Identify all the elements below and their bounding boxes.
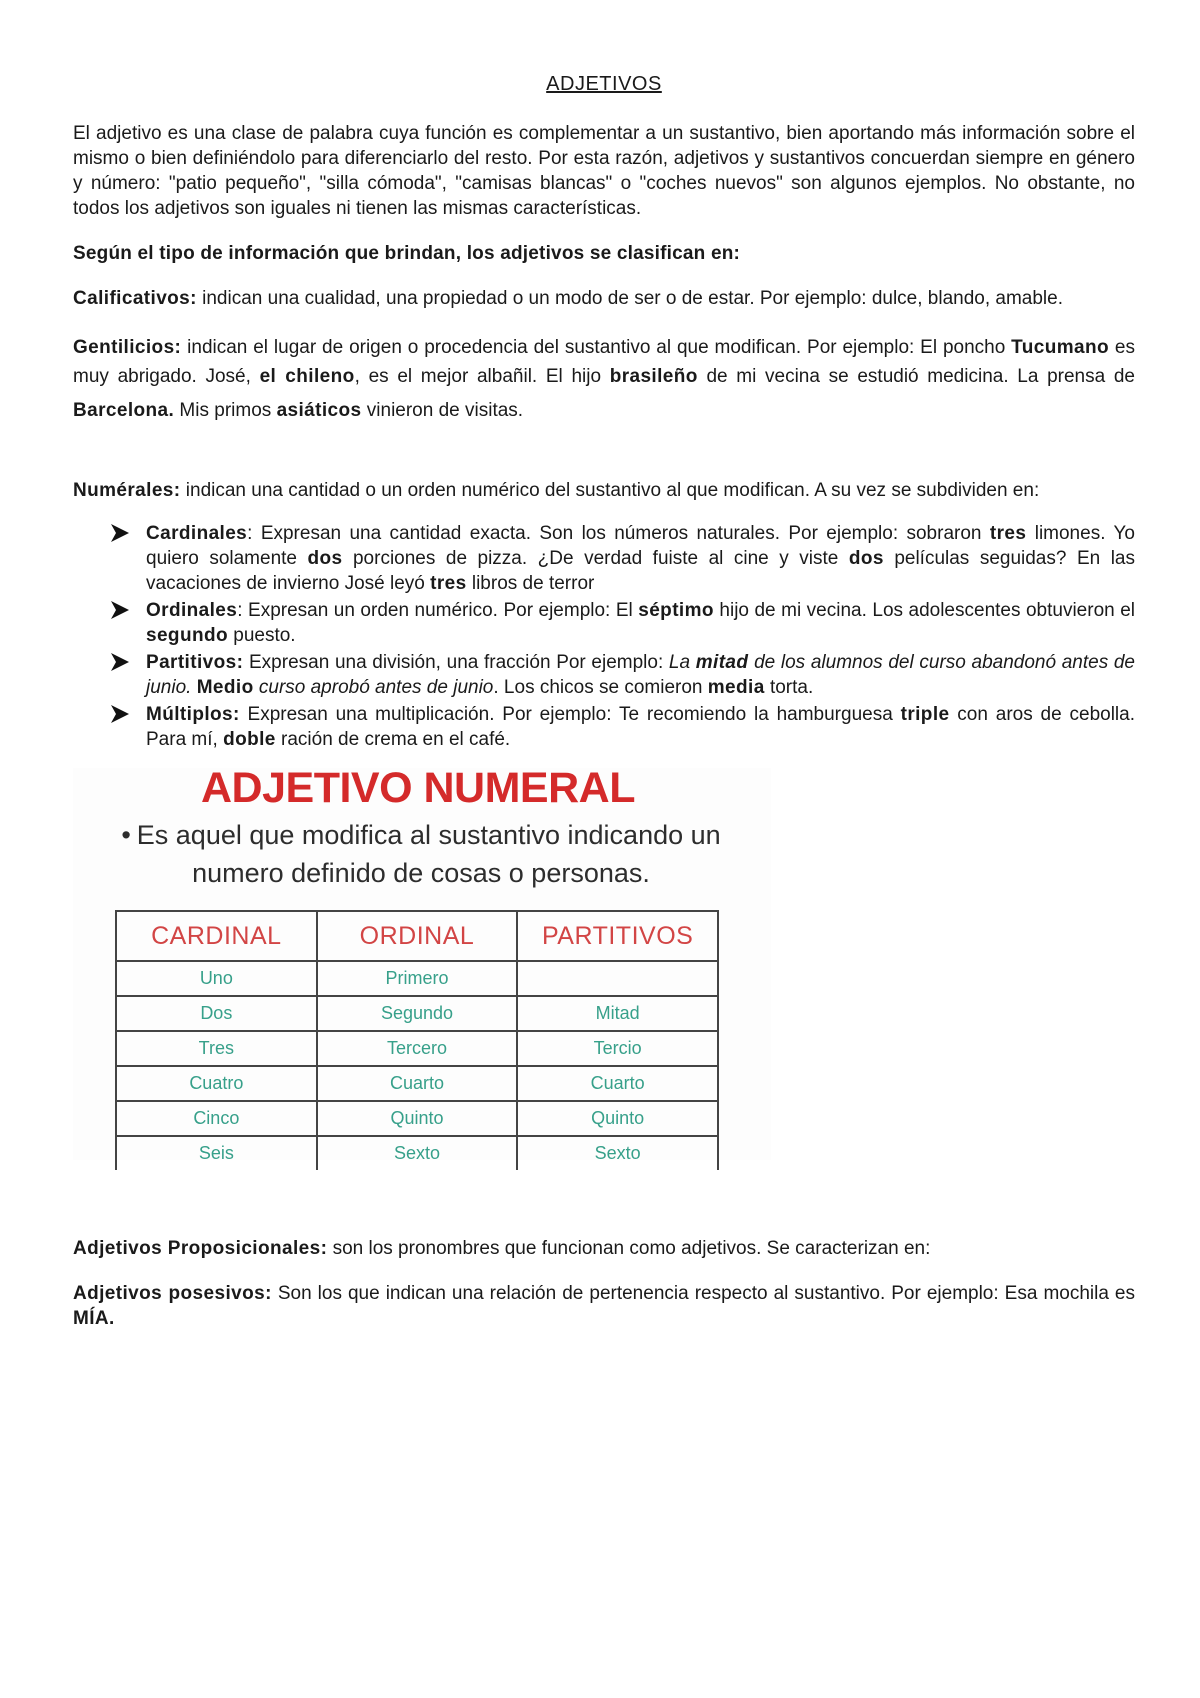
partitivos-example: mitad — [695, 652, 749, 673]
posesivos-text: Son los que indican una relación de pertenencia respecto al sustantivo. Por ejemplo: Esa mochila es — [271, 1283, 1136, 1304]
proposicionales-paragraph — [73, 1236, 1135, 1261]
table-row — [116, 996, 718, 1031]
numerales-list — [73, 521, 1135, 752]
gentilicios-text: de mi vecina se estudió medicina. La prensa de — [697, 366, 1136, 387]
multiplos-term: Múltiplos: — [146, 704, 240, 725]
table-row — [116, 1066, 718, 1101]
proposicionales-text: son los pronombres que funcionan como adjetivos. Se caracterizan en: — [327, 1238, 931, 1259]
ordinales-text: hijo de mi vecina. Los adolescentes obtuvieron el — [713, 600, 1135, 621]
table-cell: Segundo — [317, 996, 518, 1031]
cardinales-text: : Expresan una cantidad exacta. Son los números naturales. Por ejemplo: sobraron — [247, 523, 990, 544]
ordinales-example: segundo — [146, 625, 228, 646]
posesivos-paragraph — [73, 1281, 1135, 1331]
numeral-table — [115, 910, 719, 1170]
partitivos-example: media — [707, 677, 765, 698]
calificativos-paragraph — [73, 286, 1135, 311]
multiplos-text: ración de crema en el café. — [275, 729, 511, 750]
list-item-ordinales — [146, 598, 1135, 648]
table-row — [116, 961, 718, 996]
table-cell: Cuatro — [116, 1066, 317, 1101]
ordinales-text: puesto. — [227, 625, 296, 646]
table-header-partitivos: PARTITIVOS — [517, 911, 718, 961]
partitivos-text: torta. — [764, 677, 814, 698]
multiplos-text: Expresan una multiplicación. Por ejemplo: Te recomiendo la hamburguesa — [239, 704, 901, 725]
calificativos-text: indican una cualidad, una propiedad o un modo de ser o de estar. Por ejemplo: dulce, blando, amable. — [196, 288, 1064, 309]
cardinales-text: porciones de pizza. ¿De verdad fuiste al cine y viste — [342, 548, 849, 569]
table-cell: Mitad — [517, 996, 718, 1031]
multiplos-example: triple — [900, 704, 950, 725]
gentilicios-term: Gentilicios: — [73, 337, 182, 358]
cardinales-example: dos — [307, 548, 343, 569]
calificativos-term: Calificativos: — [73, 288, 197, 309]
gentilicios-example: Tucumano — [1011, 337, 1110, 358]
table-cell: Sexto — [317, 1136, 518, 1170]
table-cell: Dos — [116, 996, 317, 1031]
gentilicios-text: vinieron de visitas. — [361, 400, 524, 421]
table-cell: Primero — [317, 961, 518, 996]
arrow-bullet-icon — [109, 523, 131, 543]
numerales-paragraph — [73, 478, 1135, 503]
partitivos-italic: curso aprobó antes de junio — [253, 677, 494, 698]
gentilicios-example: asiáticos — [276, 400, 362, 421]
table-cell: Uno — [116, 961, 317, 996]
cardinales-text: películas seguidas? En las vacaciones de invierno José leyó — [146, 548, 1135, 594]
arrow-bullet-icon — [109, 600, 131, 620]
proposicionales-term: Adjetivos Proposicionales: — [73, 1238, 328, 1259]
gentilicios-example: el chileno — [259, 366, 355, 387]
table-header-ordinal: ORDINAL — [317, 911, 518, 961]
figure-title: ADJETIVO NUMERAL — [201, 764, 635, 812]
table-row — [116, 1136, 718, 1170]
cardinales-text: libros de terror — [466, 573, 595, 594]
table-cell: Quinto — [517, 1101, 718, 1136]
multiplos-example: doble — [223, 729, 276, 750]
gentilicios-text: Mis primos — [174, 400, 277, 421]
cardinales-example: dos — [848, 548, 884, 569]
table-header-row — [116, 911, 718, 961]
posesivos-term: Adjetivos posesivos: — [73, 1283, 272, 1304]
table-cell: Tercio — [517, 1031, 718, 1066]
table-cell: Sexto — [517, 1136, 718, 1170]
cardinales-example: tres — [430, 573, 467, 594]
ordinales-text: : Expresan un orden numérico. Por ejemplo: El — [237, 600, 639, 621]
arrow-bullet-icon — [109, 704, 131, 724]
table-cell: Cinco — [116, 1101, 317, 1136]
partitivos-text: . Los chicos se comieron — [493, 677, 708, 698]
partitivos-text: Expresan una división, una fracción Por ejemplo: — [243, 652, 669, 673]
list-item-partitivos — [146, 650, 1135, 700]
cardinales-example: tres — [989, 523, 1027, 544]
list-item-cardinales — [146, 521, 1135, 596]
table-cell: Quinto — [317, 1101, 518, 1136]
table-header-cardinal: CARDINAL — [116, 911, 317, 961]
multiplos-text: con aros de cebolla. Para mí, — [146, 704, 1135, 750]
posesivos-example: MÍA. — [73, 1308, 115, 1329]
table-row — [116, 1031, 718, 1066]
cardinales-text: limones. Yo quiero solamente — [146, 523, 1136, 569]
document-page — [73, 72, 1135, 1331]
ordinales-term: Ordinales — [146, 600, 238, 621]
intro-paragraph: El adjetivo es una clase de palabra cuya función es complementar a un sustantivo, bien aportando más información sobre el mismo o bien definiéndolo para diferenciarlo del resto. Por esta razón, adjetivos y sustantivos concuerdan siempre en género y número: "patio pequeño", "silla cómoda", "camisas blancas" o "coches nuevos" son algunos ejemplos. No obstante, no todos los adjetivos son iguales ni tienen las mismas características. — [73, 123, 1135, 219]
gentilicios-text: es muy abrigado. José, — [73, 337, 1135, 387]
figure-description-text: Es aquel que modifica al sustantivo indicando un numero definido de cosas o personas. — [136, 820, 721, 888]
gentilicios-text: indican el lugar de origen o procedencia del sustantivo al que modifican. Por ejemplo: El poncho — [181, 337, 1012, 358]
table-cell: Tercero — [317, 1031, 518, 1066]
table-cell — [517, 961, 718, 996]
table-cell: Seis — [116, 1136, 317, 1170]
gentilicios-example: brasileño — [609, 366, 698, 387]
ordinales-example: séptimo — [638, 600, 714, 621]
numerales-text: indican una cantidad o un orden numérico del sustantivo al que modifican. A su vez se subdividen en: — [180, 480, 1040, 501]
numerales-term: Numérales: — [73, 480, 181, 501]
figure-description — [91, 816, 751, 892]
arrow-bullet-icon — [109, 652, 131, 672]
gentilicios-paragraph — [73, 335, 1135, 428]
table-cell: Cuarto — [517, 1066, 718, 1101]
table-cell: Tres — [116, 1031, 317, 1066]
gentilicios-example: Barcelona. — [73, 400, 175, 421]
partitivos-term: Partitivos: — [146, 652, 244, 673]
partitivos-example: Medio — [196, 677, 254, 698]
cardinales-term: Cardinales — [146, 523, 248, 544]
gentilicios-text: , es el mejor albañil. El hijo — [354, 366, 610, 387]
table-cell: Cuarto — [317, 1066, 518, 1101]
partitivos-italic: La — [668, 652, 696, 673]
table-row — [116, 1101, 718, 1136]
page-title: ADJETIVOS — [546, 73, 662, 95]
figure-bullet: • — [121, 820, 131, 850]
list-item-multiplos — [146, 702, 1135, 752]
classification-heading: Según el tipo de información que brindan, los adjetivos se clasifican en: — [73, 243, 741, 264]
adjetivo-numeral-figure — [73, 764, 771, 1163]
partitivos-italic: de los alumnos del curso abandonó antes de junio. — [146, 652, 1135, 698]
